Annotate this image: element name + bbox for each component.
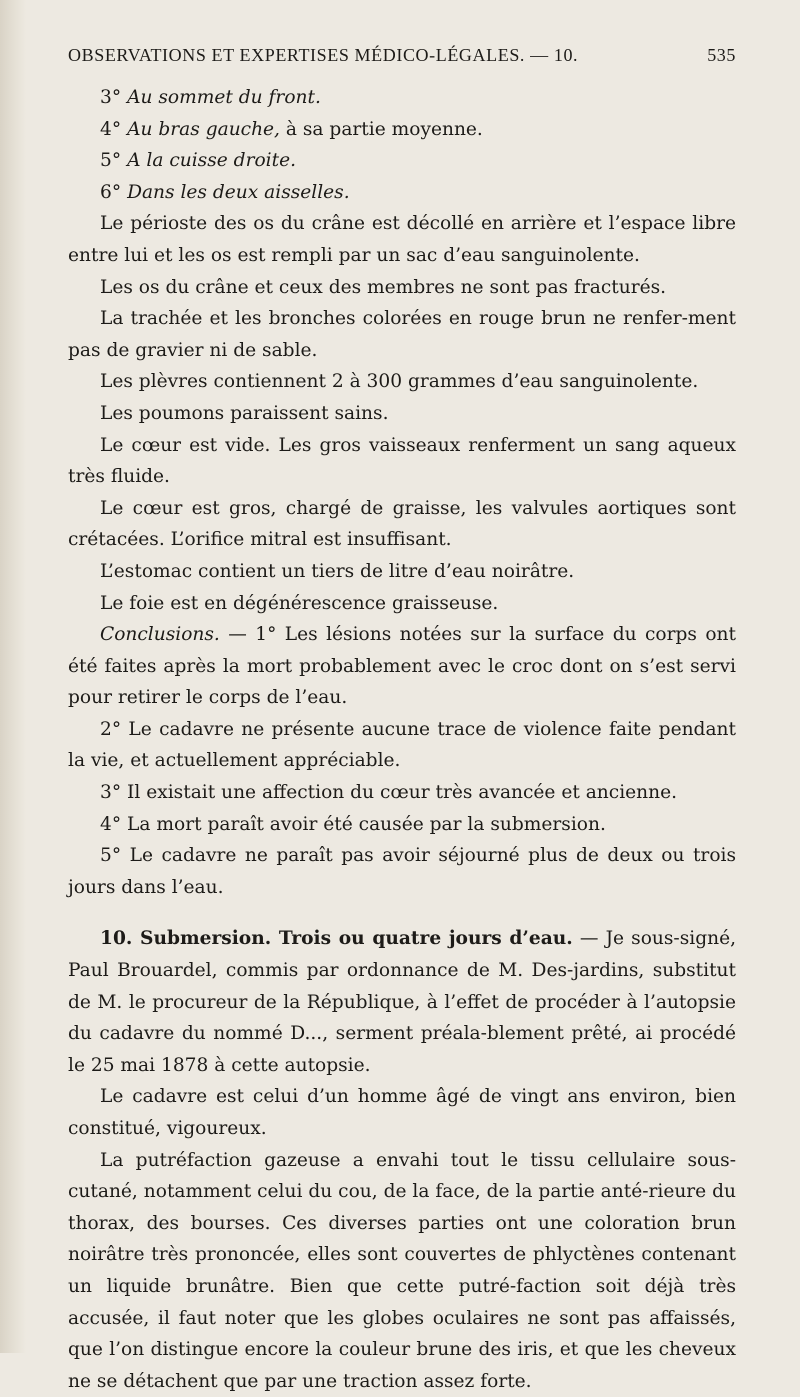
paragraph: Le cœur est vide. Les gros vaisseaux renferment un sang aqueux très fluide.: [68, 434, 736, 488]
conclusion-item: 5° Le cadavre ne paraît pas avoir séjourné plus de deux ou trois jours dans l’eau.: [68, 845, 736, 898]
page-gutter-shadow: [0, 0, 26, 1353]
case-10-intro-text: — Je sous-signé, Paul Brouardel, commis par ordonnance de M. Des-jardins, substitut de M. le procureur de la République, à l’effet de procéder à l’autopsie du cadavre du nommé D..., serment préala-blement prêté, ai procédé le 25 mai 1878 à cette autopsie.: [68, 928, 736, 1076]
conclusion-item: 2° Le cadavre ne présente aucune trace de violence faite pendant la vie, et actuellement appréciable.: [68, 718, 736, 772]
list-item-text: Au bras gauche,: [127, 118, 280, 140]
conclusion-item: 4° La mort paraît avoir été causée par la submersion.: [100, 813, 606, 835]
list-item-text: Dans les deux aisselles.: [127, 181, 350, 203]
list-item-text: Au sommet du front.: [127, 87, 321, 108]
header-title: [68, 40, 578, 70]
paragraph: Le périoste des os du crâne est décollé en arrière et l’espace libre entre lui et les os est rempli par un sac d’eau sanguinolente.: [68, 213, 736, 266]
list-item-number: 3°: [100, 87, 122, 108]
case-10-intro: [68, 923, 736, 1081]
paragraph: Le foie est en dégénérescence graisseuse.: [100, 592, 499, 614]
running-header: [68, 40, 736, 70]
header-title-text: OBSERVATIONS ET EXPERTISES MÉDICO-LÉGALES. —: [68, 45, 549, 65]
list-item-number: 5°: [100, 150, 122, 172]
conclusions-paragraph: [68, 619, 736, 714]
conclusion-item: 3° Il existait une affection du cœur très avancée et ancienne.: [100, 782, 678, 804]
list-item: [68, 82, 736, 114]
case-10-heading: 10. Submersion. Trois ou quatre jours d’eau.: [100, 928, 573, 950]
conclusions-label: Conclusions.: [100, 624, 220, 646]
paragraph: Les poumons paraissent sains.: [100, 402, 389, 424]
conclusions-intro: — 1° Les lésions notées sur la surface du corps ont été faites après la mort probablement avec le croc dont on s’est servi pour retirer le corps de l’eau.: [68, 624, 736, 709]
list-item: [68, 177, 736, 209]
list-item-rest: à sa partie moyenne.: [279, 118, 483, 140]
location-list: [68, 82, 736, 208]
book-page: [68, 40, 736, 1397]
paragraph: Les os du crâne et ceux des membres ne sont pas fracturés.: [100, 276, 667, 298]
list-item-number: 6°: [100, 181, 122, 203]
list-item-number: 4°: [100, 118, 122, 140]
list-item-text: A la cuisse droite.: [127, 150, 296, 172]
list-item: [68, 114, 736, 146]
paragraph: Le cadavre est celui d’un homme âgé de vingt ans environ, bien constitué, vigoureux.: [68, 1086, 736, 1139]
page-number: 535: [707, 45, 736, 65]
paragraph: La putréfaction gazeuse a envahi tout le tissu cellulaire sous-cutané, notamment celui du cou, de la face, de la partie anté-rieure du thorax, des bourses. Ces diverses parties ont une coloration brun noirâtre très prononcée, elles sont couvertes de phlyctènes contenant un liquide brunâtre. Bien que cette putré-faction soit déjà très accusée, il faut noter que les globes oculaires ne sont pas affaissés, que l’on distingue encore la couleur brune des iris, et que les cheveux ne se détachent que par une traction assez forte.: [68, 1149, 736, 1392]
section-gap: [68, 903, 736, 923]
paragraph: L’estomac contient un tiers de litre d’eau noirâtre.: [100, 560, 575, 582]
paragraph: Les plèvres contiennent 2 à 300 grammes d’eau sanguinolente.: [100, 371, 699, 393]
paragraph: Le cœur est gros, chargé de graisse, les valvules aortiques sont crétacées. L’orifice mitral est insuffisant.: [68, 497, 736, 551]
header-section-number: 10.: [553, 45, 579, 65]
paragraph: La trachée et les bronches colorées en rouge brun ne renfer-ment pas de gravier ni de sable.: [68, 308, 736, 361]
list-item: [68, 145, 736, 177]
